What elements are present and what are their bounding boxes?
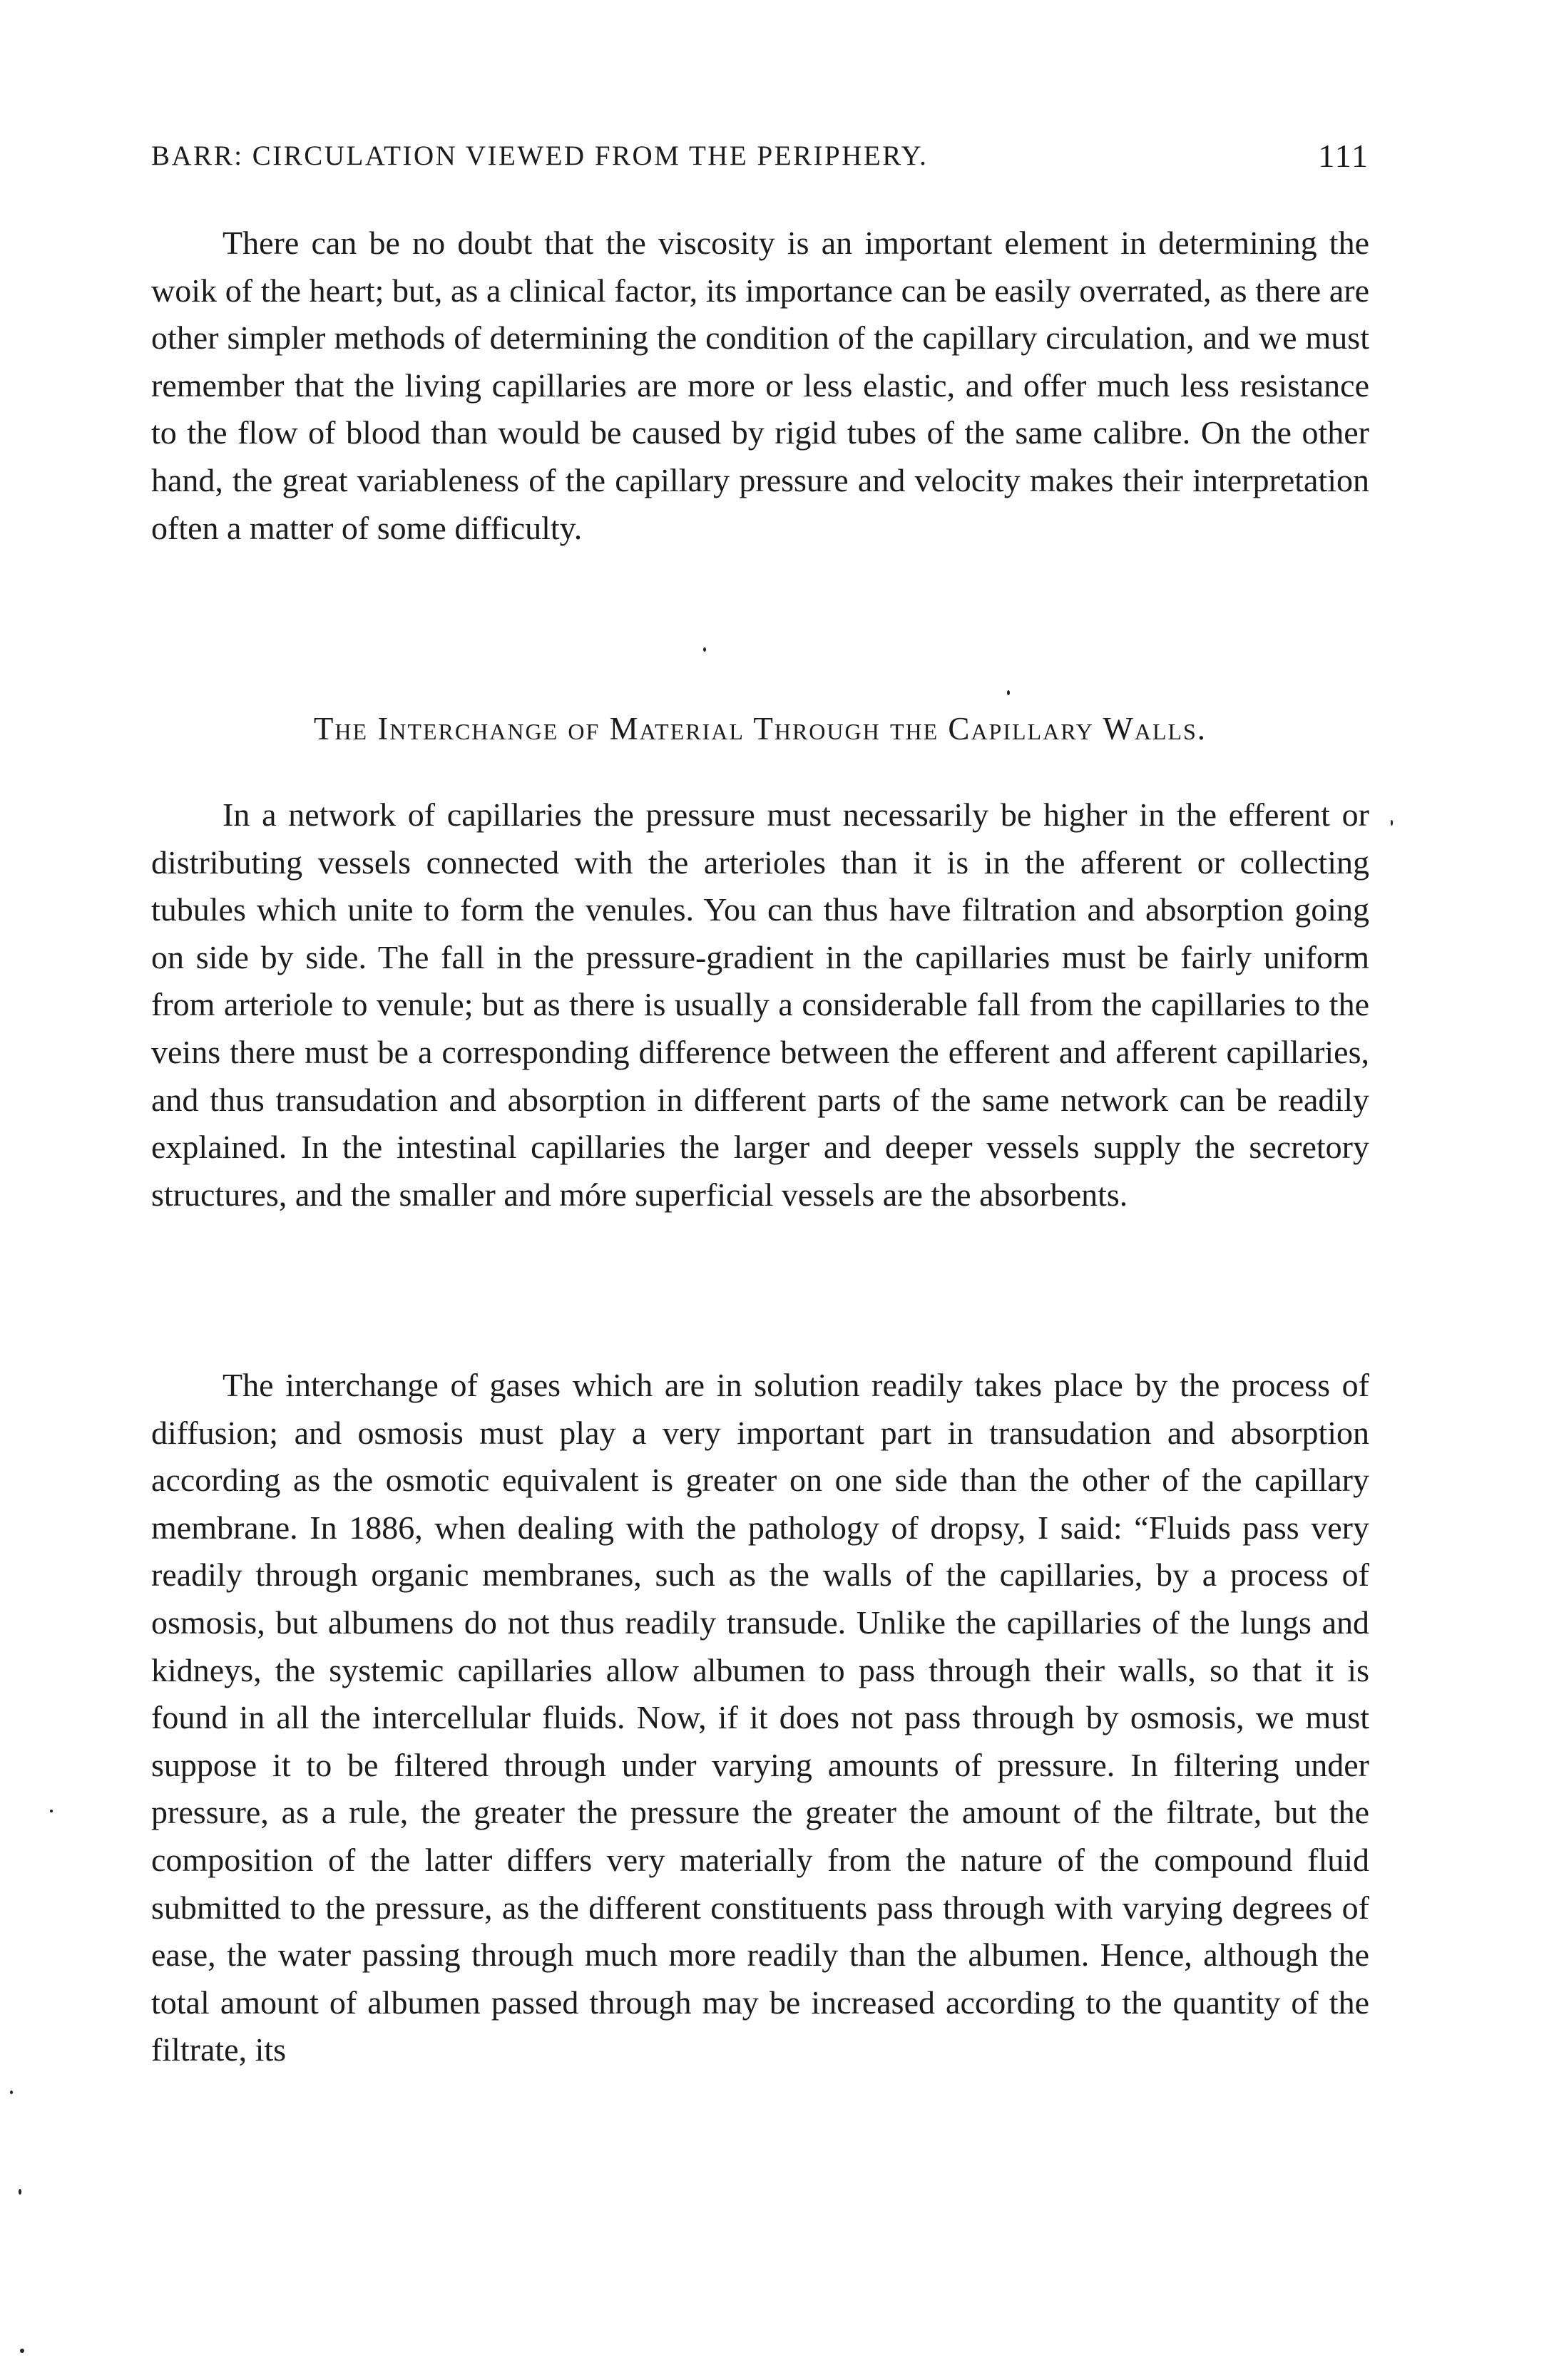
scan-speck <box>20 2349 24 2353</box>
running-title: BARR: CIRCULATION VIEWED FROM THE PERIPHERY. <box>151 140 929 171</box>
running-head <box>151 140 1369 183</box>
page-number: 111 <box>1318 138 1369 174</box>
paragraph-network <box>151 791 1369 1219</box>
paragraph-viscosity <box>151 220 1369 552</box>
scan-speck <box>1391 820 1393 826</box>
scan-speck <box>19 2189 21 2195</box>
scan-speck <box>703 647 706 652</box>
paragraph-text: There can be no doubt that the viscosity is an important element in determining the woik of the heart; but, as a clinical factor, its importance can be easily overrated, as there are other simpler methods of determining the condition of the capillary circulation, and we must remember that the living capillaries are more or less elastic, and offer much less resistance to the flow of blood than would be caused by rigid tubes of the same calibre. On the other hand, the great variableness of the capillary pressure and velocity makes their interpretation often a matter of some difficulty. <box>151 225 1369 546</box>
scan-speck <box>1007 690 1010 695</box>
section-heading: The Interchange of Material Through the Capillary Walls. <box>313 711 1207 747</box>
paragraph-text: The interchange of gases which are in solution readily takes place by the process of diffusion; and osmosis must play a very important part in transudation and absorption according as the osmotic equivalent is greater on one side than the other of the capillary membrane. In 1886, when dealing with the pathology of dropsy, I said: “Fluids pass very readily through organic membranes, such as the walls of the capillaries, by a process of osmosis, but albumens do not thus readily transude. Unlike the capillaries of the lungs and kidneys, the systemic capillaries allow albumen to pass through their walls, so that it is found in all the intercellular fluids. Now, if it does not pass through by osmosis, we must suppose it to be filtered through under varying amounts of pressure. In filtering under pressure, as a rule, the greater the pressure the greater the amount of the filtrate, but the composition of the latter differs very materially from the nature of the compound fluid submitted to the pressure, as the different constituents pass through with varying degrees of ease, the water passing through much more readily than the albumen. Hence, although the total amount of albumen passed through may be increased according to the quantity of the filtrate, its <box>151 1367 1369 2068</box>
paragraph-text: In a network of capillaries the pressure must necessarily be higher in the efferent or distributing vessels connected with the arterioles than it is in the afferent or collecting tubules which unite to form the venules. You can thus have filtration and absorption going on side by side. The fall in the pressure-gradient in the capillaries must be fairly uniform from arteriole to venule; but as there is usually a considerable fall from the capillaries to the veins there must be a corresponding difference between the efferent and afferent capillaries, and thus transudation and absorption in different parts of the same network can be readily explained. In the intestinal capillaries the larger and deeper vessels supply the secretory structures, and the smaller and móre superficial vessels are the absorbents. <box>151 796 1369 1213</box>
scan-speck <box>10 2091 13 2094</box>
paragraph-gases <box>151 1362 1369 2074</box>
scan-speck <box>50 1810 53 1812</box>
